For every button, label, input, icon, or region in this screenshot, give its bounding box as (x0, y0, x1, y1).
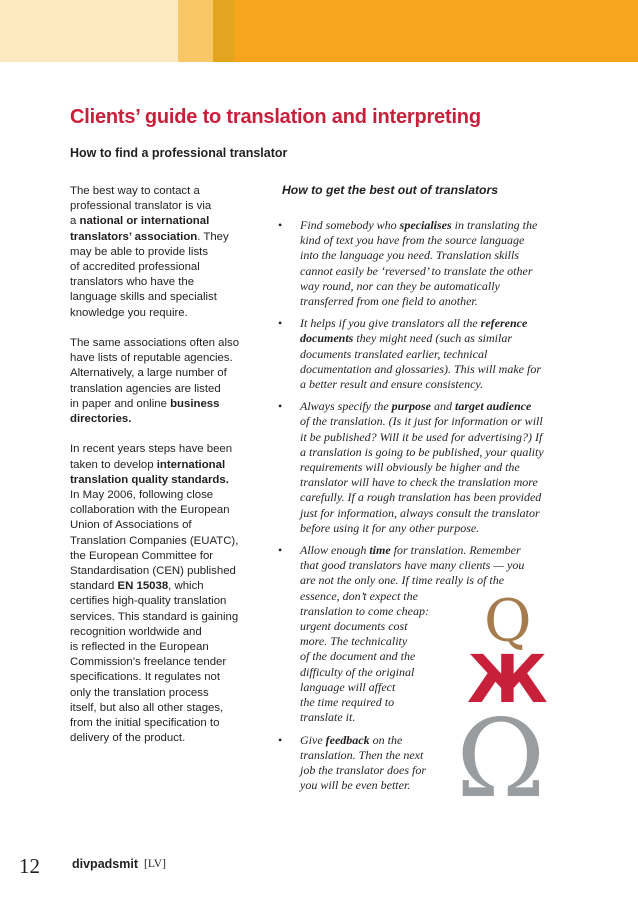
letter-q-glyph: Q (484, 587, 532, 655)
bullet-icon: • (278, 543, 283, 558)
paragraph-standards: In recent years steps have been taken to develop international translation quality standards. In May 2006, following close collaboration with the European Union of Associations of Translation Companies (EUATC), the European Committee for Standardisation (CEN) published standard EN 15038, which certifies high-quality translation services. This standard is gaining recognition worldwide and is reflected in the European Commission’s freelance tender specifications. It regulates not only the translation process itself, but also all other stages, from the initial specification to delivery of the product. (70, 443, 239, 745)
left-column (70, 184, 250, 762)
page-subtitle: How to find a professional translator (70, 146, 288, 160)
bullet-icon: • (278, 316, 283, 331)
list-item: • Give feedback on the translation. Then the next job the translator does for you will be even better. (278, 732, 427, 793)
page-title: Clients’ guide to translation and interpreting (70, 106, 481, 128)
footer-language-code: [LV] (144, 858, 166, 870)
header-band-orange (234, 0, 638, 62)
header-band-pale (0, 0, 178, 62)
header-band-dark (213, 0, 234, 62)
paragraph-associations: The best way to contact a professional translator is via a national or international translators’ association. They may be able to provide lists of accredited professional translators who have the language skills and specialist knowledge you require. (70, 185, 229, 319)
page-number: 12 (19, 854, 40, 878)
bullet-icon: • (278, 399, 283, 414)
letter-omega-glyph: Ω (456, 697, 546, 822)
list-item: • Find somebody who specialises in translating the kind of text you have from the source language into the language you need. Translation skills cannot easily be ‘reversed’ to translate the other way round, nor can they be automatically transferred from one field to another. (278, 218, 538, 309)
section-heading: How to get the best out of translators (282, 183, 498, 197)
list-item: • Allow enough time for translation. Remember that good translators have many clients — you are not the only one. If time really is of the essence, don’t expect the translation to come cheap: urgent documents cost more. The technicality of the document and the difficulty of the original language will affect the time required to translate it. (278, 543, 525, 725)
list-item: • It helps if you give translators all the reference documents they might need (such as similar documents translated earlier, technical documentation and glossaries). This will make for a better result and ensure consistency. (278, 316, 541, 392)
bullet-icon: • (278, 218, 283, 232)
bullet-icon: • (278, 732, 283, 747)
paragraph-agencies: The same associations often also have lists of reputable agencies. Alternatively, a large number of translation agencies are listed in paper and online business directories. (70, 337, 240, 426)
footer-brand: divpadsmit (72, 857, 138, 871)
letter-zhe-glyph: Ж (467, 641, 548, 718)
list-item: • Always specify the purpose and target audience of the translation. (Is it just for information or will it be published? Will it be used for advertising?) If a translation is going to be published, your quality requirements will obviously be higher and the translator will have to check the translation more carefully. If a rough translation has been provided just for information, always consult the translator before using it for any other purpose. (278, 399, 544, 535)
